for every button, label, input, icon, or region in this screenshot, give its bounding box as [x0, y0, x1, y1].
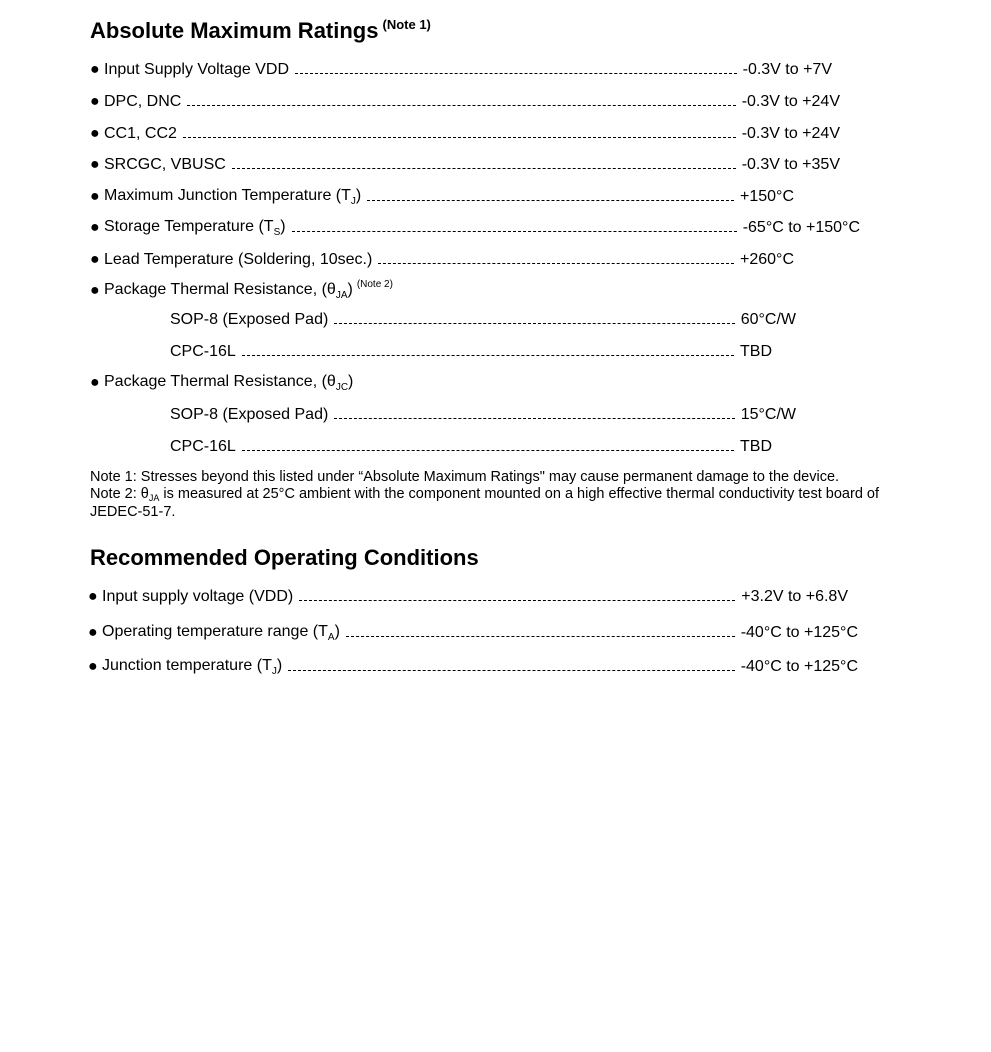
amr-label: Input Supply Voltage VDD — [104, 61, 290, 78]
amr-title-text: Absolute Maximum Ratings — [90, 18, 379, 43]
package-value: TBD — [740, 438, 772, 455]
amr-label: Package Thermal Resistance, $(\theta_{JC})$ — [104, 373, 354, 393]
leader-dots — [292, 230, 737, 232]
leader-dots — [346, 635, 735, 637]
amr-value: -0.3V to +24V — [741, 125, 840, 142]
amr-value: -0.3V to +35V — [741, 156, 840, 173]
amr-label: CC1, CC2 — [104, 125, 177, 142]
package-value: 60°C/W — [740, 311, 796, 328]
amr-value: -0.3V to +7V — [742, 61, 832, 78]
amr-row-theta-ja — [90, 280, 590, 302]
note-1: Note 1: Stresses beyond this listed under “Absolute Maximum Ratings" may cause permanent damage to the device. — [90, 469, 840, 485]
leader-dots — [242, 354, 734, 356]
leader-dots — [334, 322, 734, 324]
leader-dots — [367, 199, 734, 201]
leader-dots — [295, 72, 737, 74]
package-label: CPC-16L — [170, 438, 236, 455]
leader-dots — [183, 136, 736, 138]
bullet: ● — [88, 588, 98, 605]
amr-label: Lead Temperature (Soldering, 10sec.) — [104, 251, 373, 268]
bullet: ● — [88, 624, 98, 641]
roc-value: +3.2V to +6.8V — [741, 588, 848, 605]
amr-row-srcgc — [90, 154, 840, 176]
leader-dots — [187, 104, 735, 106]
amr-label: DPC, DNC — [104, 93, 182, 110]
package-label: CPC-16L — [170, 343, 236, 360]
leader-dots — [232, 167, 736, 169]
amr-row-storage-temp — [90, 217, 860, 239]
amr-value: +150°C — [740, 188, 794, 205]
amr-label: SRCGC, VBUSC — [104, 156, 226, 173]
bullet: ● — [90, 156, 100, 173]
amr-value: +260°C — [740, 251, 794, 268]
theta-jc-cpc16l — [170, 436, 772, 458]
bullet: ● — [90, 219, 100, 236]
roc-row-junction-temp — [88, 656, 858, 678]
theta-ja-sop8 — [170, 309, 796, 331]
bullet: ● — [90, 93, 100, 110]
package-value: 15°C/W — [740, 406, 796, 423]
bullet: ● — [90, 374, 100, 391]
amr-row-theta-jc — [90, 372, 590, 394]
theta-jc-sop8 — [170, 404, 796, 426]
bullet: ● — [90, 251, 100, 268]
roc-label: Input supply voltage (VDD) — [102, 588, 294, 605]
amr-title — [90, 18, 431, 44]
leader-dots — [378, 262, 734, 264]
amr-label: Package Thermal Resistance, $(\theta_{JA})$ $^{(Note 2)}$ — [104, 279, 393, 301]
bullet: ● — [90, 188, 100, 205]
leader-dots — [288, 669, 735, 671]
amr-row-dpc-dnc — [90, 91, 840, 113]
roc-label: Junction temperature $(T_J)$ — [102, 657, 283, 677]
roc-row-operating-temp — [88, 622, 858, 644]
bullet: ● — [90, 125, 100, 142]
amr-title-note: (Note 1) — [382, 17, 431, 32]
roc-title: Recommended Operating Conditions — [90, 545, 479, 570]
roc-value: -40°C to +125°C — [740, 658, 858, 675]
package-label: SOP-8 (Exposed Pad) — [170, 311, 329, 328]
package-label: SOP-8 (Exposed Pad) — [170, 406, 329, 423]
amr-value: -65°C to +150°C — [742, 219, 860, 236]
amr-row-junction-temp — [90, 186, 794, 208]
amr-row-cc — [90, 123, 840, 145]
note-ref: (Note 2) — [356, 279, 393, 290]
amr-label: Storage Temperature $(T_S)$ — [104, 218, 286, 238]
theta-ja-cpc16l — [170, 341, 772, 363]
amr-row-lead-temp — [90, 249, 794, 271]
bullet: ● — [90, 282, 100, 299]
roc-label: Operating temperature range $(T_A)$ — [102, 623, 340, 643]
roc-value: -40°C to +125°C — [740, 624, 858, 641]
note-2: Note 2: $\theta_{JA}$ is measured at 25°C ambient with the component mounted on a high effective thermal conductivity test board of JEDEC-51-7. — [90, 486, 880, 520]
bullet: ● — [90, 61, 100, 78]
leader-dots — [242, 449, 734, 451]
bullet: ● — [88, 658, 98, 675]
leader-dots — [334, 417, 734, 419]
package-value: TBD — [740, 343, 772, 360]
amr-label: Maximum Junction Temperature $(T_J)$ — [104, 187, 362, 207]
leader-dots — [299, 599, 735, 601]
amr-value: -0.3V to +24V — [741, 93, 840, 110]
notes-block — [90, 469, 900, 521]
amr-row-vdd — [90, 59, 832, 81]
roc-row-vdd — [88, 586, 848, 608]
